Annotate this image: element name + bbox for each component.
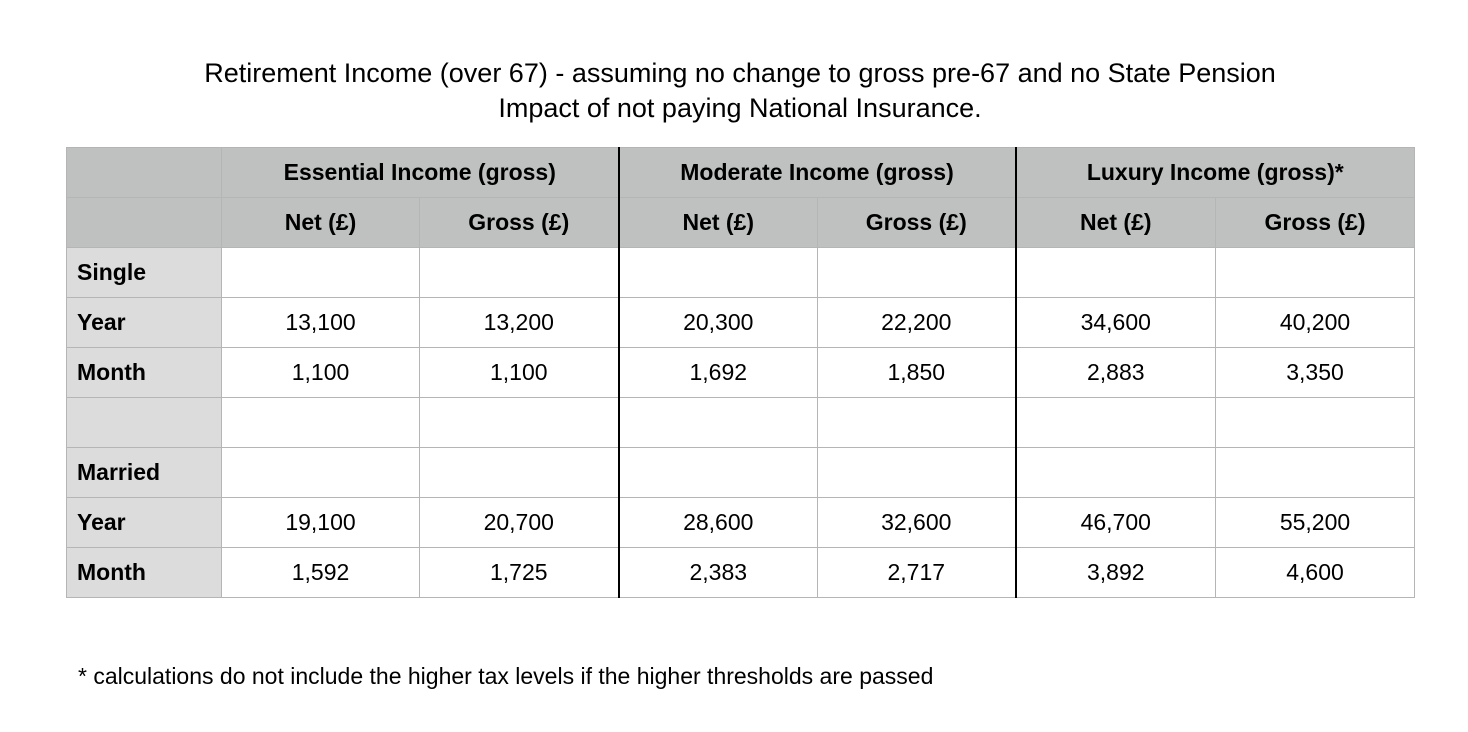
cell-essential-net: 1,100 bbox=[222, 348, 420, 398]
column-header-moderate-gross: Gross (£) bbox=[818, 198, 1016, 248]
footnote: * calculations do not include the higher tax levels if the higher thresholds are passed bbox=[78, 663, 934, 689]
cell-essential-gross bbox=[420, 448, 619, 498]
column-header-moderate-net: Net (£) bbox=[619, 198, 818, 248]
page-title bbox=[0, 56, 1468, 126]
table-row bbox=[67, 398, 1415, 448]
column-header-luxury-net: Net (£) bbox=[1016, 198, 1216, 248]
corner-cell bbox=[67, 198, 222, 248]
cell-moderate-net: 28,600 bbox=[619, 498, 818, 548]
cell-luxury-net: 3,892 bbox=[1016, 548, 1216, 598]
row-label: Month bbox=[67, 348, 222, 398]
cell-luxury-net: 46,700 bbox=[1016, 498, 1216, 548]
cell-luxury-net bbox=[1016, 448, 1216, 498]
table-body bbox=[67, 248, 1415, 598]
column-header-essential-net: Net (£) bbox=[222, 198, 420, 248]
cell-luxury-gross: 40,200 bbox=[1216, 298, 1415, 348]
cell-essential-gross: 20,700 bbox=[420, 498, 619, 548]
cell-moderate-gross: 32,600 bbox=[818, 498, 1016, 548]
cell-luxury-gross bbox=[1216, 448, 1415, 498]
column-header-luxury-gross: Gross (£) bbox=[1216, 198, 1415, 248]
corner-cell bbox=[67, 148, 222, 198]
cell-moderate-net: 2,383 bbox=[619, 548, 818, 598]
row-label bbox=[67, 398, 222, 448]
table-row bbox=[67, 548, 1415, 598]
column-header-essential-gross: Gross (£) bbox=[420, 198, 619, 248]
cell-moderate-gross bbox=[818, 248, 1016, 298]
cell-luxury-gross: 55,200 bbox=[1216, 498, 1415, 548]
cell-essential-net: 19,100 bbox=[222, 498, 420, 548]
row-label: Married bbox=[67, 448, 222, 498]
row-label: Single bbox=[67, 248, 222, 298]
cell-essential-gross: 1,725 bbox=[420, 548, 619, 598]
cell-moderate-net bbox=[619, 448, 818, 498]
table-row bbox=[67, 248, 1415, 298]
cell-essential-net: 13,100 bbox=[222, 298, 420, 348]
cell-essential-net bbox=[222, 248, 420, 298]
table-row bbox=[67, 448, 1415, 498]
cell-moderate-net: 20,300 bbox=[619, 298, 818, 348]
cell-essential-net bbox=[222, 398, 420, 448]
group-header-moderate: Moderate Income (gross) bbox=[619, 148, 1016, 198]
row-label: Year bbox=[67, 298, 222, 348]
income-table bbox=[66, 147, 1415, 598]
table-row bbox=[67, 498, 1415, 548]
row-label: Month bbox=[67, 548, 222, 598]
cell-luxury-gross: 4,600 bbox=[1216, 548, 1415, 598]
table-row bbox=[67, 348, 1415, 398]
cell-essential-gross: 1,100 bbox=[420, 348, 619, 398]
cell-moderate-gross: 22,200 bbox=[818, 298, 1016, 348]
cell-essential-gross: 13,200 bbox=[420, 298, 619, 348]
cell-essential-net bbox=[222, 448, 420, 498]
title-line-1: Retirement Income (over 67) - assuming no change to gross pre-67 and no State Pension bbox=[204, 58, 1276, 88]
group-header-essential: Essential Income (gross) bbox=[222, 148, 619, 198]
cell-luxury-net bbox=[1016, 398, 1216, 448]
cell-luxury-net: 34,600 bbox=[1016, 298, 1216, 348]
cell-essential-net: 1,592 bbox=[222, 548, 420, 598]
cell-moderate-gross bbox=[818, 448, 1016, 498]
cell-luxury-net bbox=[1016, 248, 1216, 298]
cell-luxury-gross bbox=[1216, 398, 1415, 448]
cell-moderate-gross: 1,850 bbox=[818, 348, 1016, 398]
title-line-2: Impact of not paying National Insurance. bbox=[498, 93, 982, 123]
group-header-row bbox=[67, 148, 1415, 198]
sub-header-row bbox=[67, 198, 1415, 248]
cell-moderate-net: 1,692 bbox=[619, 348, 818, 398]
cell-moderate-gross: 2,717 bbox=[818, 548, 1016, 598]
cell-luxury-net: 2,883 bbox=[1016, 348, 1216, 398]
group-header-luxury: Luxury Income (gross)* bbox=[1016, 148, 1415, 198]
table-row bbox=[67, 298, 1415, 348]
cell-essential-gross bbox=[420, 248, 619, 298]
cell-luxury-gross: 3,350 bbox=[1216, 348, 1415, 398]
cell-essential-gross bbox=[420, 398, 619, 448]
cell-luxury-gross bbox=[1216, 248, 1415, 298]
cell-moderate-gross bbox=[818, 398, 1016, 448]
cell-moderate-net bbox=[619, 398, 818, 448]
row-label: Year bbox=[67, 498, 222, 548]
cell-moderate-net bbox=[619, 248, 818, 298]
